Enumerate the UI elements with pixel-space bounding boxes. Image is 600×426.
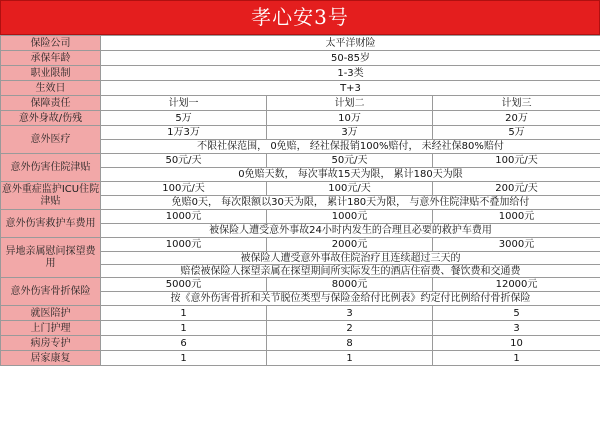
icu-note: 免赔0天， 每次限额以30天为限， 累计180天为限， 与意外住院津贴不叠加给付 — [101, 196, 600, 210]
table-row — [1, 321, 600, 336]
home-rehab-plan-1: 1 — [101, 351, 267, 366]
accident-medical-label: 意外医疗 — [1, 126, 101, 154]
job-label: 职业限制 — [1, 66, 101, 81]
accident-medical-plan-2: 3万 — [267, 126, 433, 140]
coverage-label: 保障责任 — [1, 96, 101, 111]
relatives-visit-plan-1: 1000元 — [101, 238, 267, 252]
job-value: 1-3类 — [101, 66, 600, 81]
effective-value: T+3 — [101, 81, 600, 96]
plan-1-header: 计划一 — [101, 96, 267, 111]
icu-label: 意外重症监护ICU住院津贴 — [1, 182, 101, 210]
hospital-allowance-plan-1: 50元/天 — [101, 154, 267, 168]
table-row — [1, 351, 600, 366]
accident-medical-plan-3: 5万 — [433, 126, 600, 140]
plan-3-header: 计划三 — [433, 96, 600, 111]
fracture-plan-3: 12000元 — [433, 278, 600, 292]
table-row — [1, 126, 600, 140]
home-care-plan-1: 1 — [101, 321, 267, 336]
clinic-escort-plan-2: 3 — [267, 306, 433, 321]
relatives-visit-plan-3: 3000元 — [433, 238, 600, 252]
fracture-label: 意外伤害骨折保险 — [1, 278, 101, 306]
fracture-plan-2: 8000元 — [267, 278, 433, 292]
effective-label: 生效日 — [1, 81, 101, 96]
relatives-visit-label: 异地亲属慰问探望费用 — [1, 238, 101, 278]
ambulance-note: 被保险人遭受意外事故24小时内发生的合理且必要的救护车费用 — [101, 224, 600, 238]
table-row — [1, 66, 600, 81]
table-row — [1, 306, 600, 321]
home-rehab-plan-2: 1 — [267, 351, 433, 366]
ambulance-plan-3: 1000元 — [433, 210, 600, 224]
hospital-allowance-plan-2: 50元/天 — [267, 154, 433, 168]
ambulance-plan-1: 1000元 — [101, 210, 267, 224]
ambulance-label: 意外伤害救护车费用 — [1, 210, 101, 238]
company-label: 保险公司 — [1, 36, 101, 51]
hospital-allowance-label: 意外伤害住院津贴 — [1, 154, 101, 182]
home-care-plan-3: 3 — [433, 321, 600, 336]
ward-care-label: 病房专护 — [1, 336, 101, 351]
icu-plan-3: 200元/天 — [433, 182, 600, 196]
fracture-note: 按《意外伤害骨折和关节脱位类型与保险金给付比例表》约定付比例给付骨折保险 — [101, 292, 600, 306]
company-value: 太平洋财险 — [101, 36, 600, 51]
table-row — [1, 336, 600, 351]
home-rehab-plan-3: 1 — [433, 351, 600, 366]
clinic-escort-plan-1: 1 — [101, 306, 267, 321]
relatives-visit-note-1: 被保险人遭受意外事故住院治疗且连续超过三天的 — [101, 252, 600, 265]
table-row — [1, 111, 600, 126]
home-care-plan-2: 2 — [267, 321, 433, 336]
insurance-plan-table — [0, 35, 600, 366]
ward-care-plan-1: 6 — [101, 336, 267, 351]
accident-medical-note: 不限社保范围， 0免赔， 经社保报销100%赔付， 未经社保80%赔付 — [101, 140, 600, 154]
age-value: 50-85岁 — [101, 51, 600, 66]
home-rehab-label: 居家康复 — [1, 351, 101, 366]
clinic-escort-label: 就医陪护 — [1, 306, 101, 321]
clinic-escort-plan-3: 5 — [433, 306, 600, 321]
hospital-allowance-note: 0免赔天数， 每次事故15天为限， 累计180天为限 — [101, 168, 600, 182]
table-row — [1, 278, 600, 292]
home-care-label: 上门护理 — [1, 321, 101, 336]
ambulance-plan-2: 1000元 — [267, 210, 433, 224]
icu-plan-2: 100元/天 — [267, 182, 433, 196]
accident-death-plan-1: 5万 — [101, 111, 267, 126]
table-row — [1, 210, 600, 224]
table-row — [1, 81, 600, 96]
relatives-visit-plan-2: 2000元 — [267, 238, 433, 252]
ward-care-plan-3: 10 — [433, 336, 600, 351]
page-title: 孝心安3号 — [0, 0, 600, 35]
plan-header-row — [1, 96, 600, 111]
table-row — [1, 182, 600, 196]
ward-care-plan-2: 8 — [267, 336, 433, 351]
icu-plan-1: 100元/天 — [101, 182, 267, 196]
age-label: 承保年龄 — [1, 51, 101, 66]
plan-2-header: 计划二 — [267, 96, 433, 111]
relatives-visit-note-2: 赔偿被保险人探望亲属在探望期间所实际发生的酒店住宿费、餐饮费和交通费 — [101, 265, 600, 278]
accident-death-plan-3: 20万 — [433, 111, 600, 126]
accident-death-plan-2: 10万 — [267, 111, 433, 126]
table-row — [1, 238, 600, 252]
table-row — [1, 51, 600, 66]
table-row — [1, 154, 600, 168]
table-row — [1, 36, 600, 51]
fracture-plan-1: 5000元 — [101, 278, 267, 292]
accident-medical-plan-1: 1万3万 — [101, 126, 267, 140]
accident-death-label: 意外身故/伤残 — [1, 111, 101, 126]
hospital-allowance-plan-3: 100元/天 — [433, 154, 600, 168]
